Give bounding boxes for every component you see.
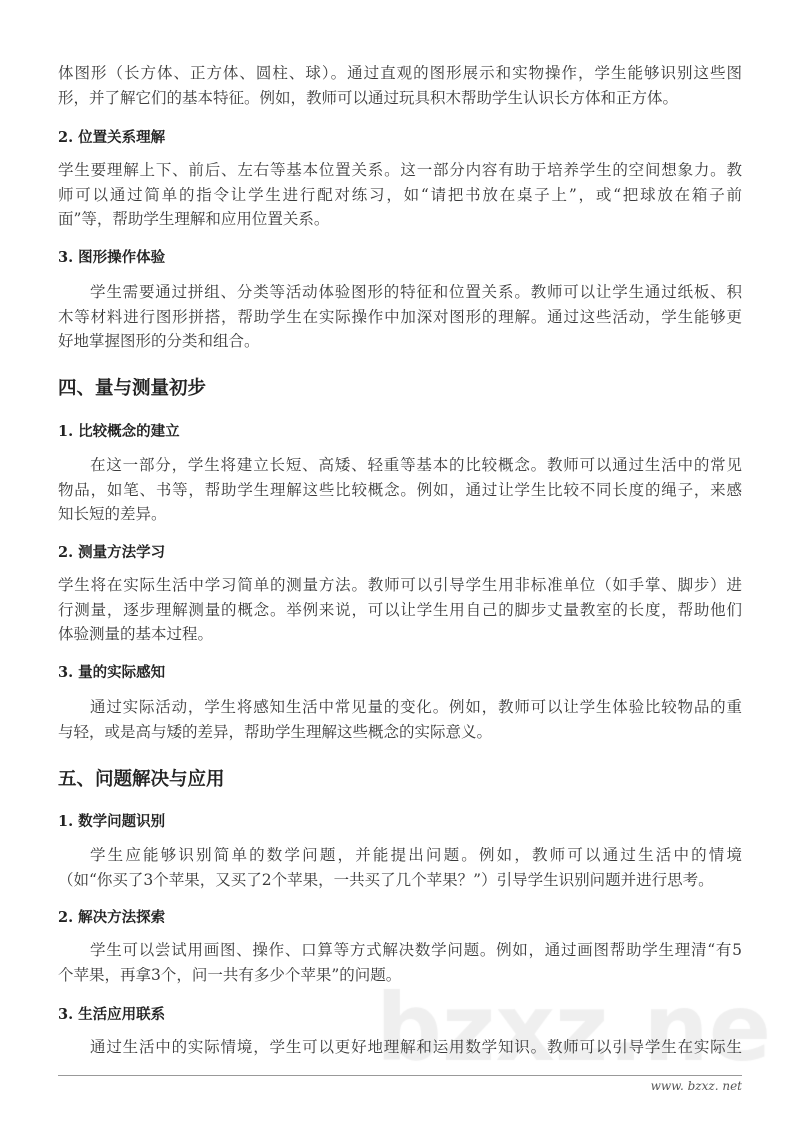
subheading: 1. 比较概念的建立 [58, 423, 180, 440]
subheading: 1. 数学问题识别 [58, 813, 166, 830]
text-line: 通过实际活动，学生将感知生活中常见量的变化。例如，教师可以让学生体验比较物品的重 [90, 698, 742, 716]
subheading: 3. 生活应用联系 [58, 1006, 166, 1023]
paragraph [58, 843, 742, 892]
text-line: 知长短的差异。 [58, 505, 167, 523]
section-heading: 四、量与测量初步 [58, 378, 207, 399]
text-line: 学生需要通过拼组、分类等活动体验图形的特征和位置关系。教师可以让学生通过纸板、积 [90, 283, 742, 301]
footer-url: www. bzxz. net [650, 1079, 742, 1093]
text-line: 好地掌握图形的分类和组合。 [58, 332, 260, 350]
text-line: 与轻，或是高与矮的差异，帮助学生理解这些概念的实际意义。 [58, 722, 493, 741]
text-line: 通过生活中的实际情境，学生可以更好地理解和运用数学知识。教师可以引导学生在实际生 [90, 1038, 742, 1056]
text-line: 形，并了解它们的基本特征。例如，教师可以通过玩具积木帮助学生认识长方体和正方体。 [58, 88, 679, 107]
section-heading: 五、问题解决与应用 [58, 769, 225, 790]
text-line: 学生应能够识别简单的数学问题，并能提出问题。例如，教师可以通过生活中的情境 [90, 846, 742, 864]
text-line: 学生可以尝试用画图、操作、口算等方式解决数学问题。例如，通过画图帮助学生理清“有5 [90, 941, 742, 959]
footer-divider [58, 1075, 742, 1076]
paragraph [58, 695, 742, 744]
text-line: 个苹果，再拿3个，问一共有多少个苹果”的问题。 [58, 965, 402, 984]
subheading: 3. 量的实际感知 [58, 664, 166, 681]
paragraph [58, 573, 742, 647]
paragraph [58, 453, 742, 527]
paragraph [58, 938, 742, 987]
text-line: 体验测量的基本过程。 [58, 625, 214, 643]
text-line: 学生将在实际生活中学习简单的测量方法。教师可以引导学生用非标准单位（如手掌、脚步）进 [58, 576, 742, 594]
paragraph [58, 61, 742, 110]
text-line: 面”等，帮助学生理解和应用位置关系。 [58, 210, 330, 228]
text-line: 师可以通过简单的指令让学生进行配对练习，如“请把书放在桌子上”，或“把球放在箱子前 [58, 185, 742, 204]
subheading: 3. 图形操作体验 [58, 249, 166, 266]
paragraph [58, 280, 742, 354]
text-line: 在这一部分，学生将建立长短、高矮、轻重等基本的比较概念。教师可以通过生活中的常见 [90, 456, 742, 474]
subheading: 2. 测量方法学习 [58, 544, 166, 561]
text-line: 行测量，逐步理解测量的概念。举例来说，可以让学生用自己的脚步丈量教室的长度，帮助他们 [58, 600, 742, 619]
paragraph [58, 1035, 742, 1060]
paragraph [58, 158, 742, 232]
text-line: 学生要理解上下、前后、左右等基本位置关系。这一部分内容有助于培养学生的空间想象力。教 [58, 161, 742, 179]
text-line: 物品，如笔、书等，帮助学生理解这些比较概念。例如，通过让学生比较不同长度的绳子，来感 [58, 480, 742, 499]
subheading: 2. 解决方法探索 [58, 909, 166, 926]
subheading: 2. 位置关系理解 [58, 129, 166, 146]
text-line: 体图形（长方体、正方体、圆柱、球）。通过直观的图形展示和实物操作，学生能够识别这些图 [58, 64, 742, 82]
text-line: （如“你买了3个苹果，又买了2个苹果，一共买了几个苹果？”）引导学生识别问题并进行思考。 [58, 870, 714, 889]
text-line: 木等材料进行图形拼搭，帮助学生在实际操作中加深对图形的理解。通过这些活动，学生能够更 [58, 307, 742, 326]
